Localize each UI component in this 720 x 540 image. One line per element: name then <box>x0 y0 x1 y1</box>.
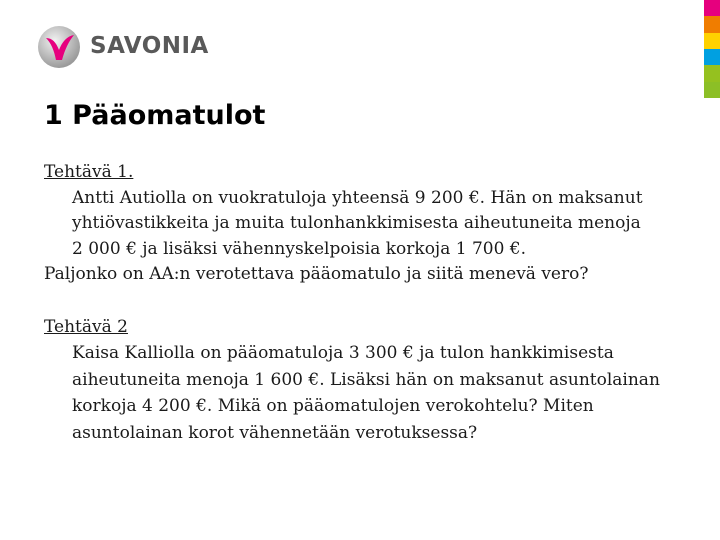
task-1-line-3: 2 000 € ja lisäksi vähennyskelpoisia korkoja 1 700 €. <box>72 238 527 259</box>
slide-content <box>44 160 694 446</box>
stripe-magenta <box>704 0 720 16</box>
spacer <box>44 288 694 314</box>
stripe-orange <box>704 16 720 32</box>
stripe-blue <box>704 49 720 65</box>
task-1-question: Paljonko on AA:n verotettava pääomatulo ja siitä menevä vero? <box>44 264 589 284</box>
savonia-logo-icon <box>36 24 82 70</box>
task-1-line-1: Antti Autiolla on vuokratuloja yhteensä 9 200 €. Hän on maksanut <box>72 187 643 208</box>
task-2-line-4: asuntolainan korot vähennetään verotuksessa? <box>72 422 478 443</box>
task-1-line-2: yhtiövastikkeita ja muita tulonhankkimisesta aiheutuneita menoja <box>72 213 641 233</box>
task-2-line-1: Kaisa Kalliolla on pääomatuloja 3 300 € ja tulon hankkimisesta <box>72 343 614 363</box>
stripe-yellow <box>704 33 720 49</box>
stripe-green <box>704 65 720 81</box>
task-1 <box>44 160 694 288</box>
task-2-heading: Tehtävä 2 <box>44 316 128 337</box>
task-2-line-3: korkoja 4 200 €. Mikä on pääomatulojen verokohtelu? Miten <box>72 396 594 416</box>
slide-title: 1 Pääomatulot <box>44 100 266 131</box>
task-2-line-2: aiheutuneita menoja 1 600 €. Lisäksi hän on maksanut asuntolainan <box>72 369 660 390</box>
savonia-logo <box>36 24 209 70</box>
color-stripes <box>704 0 720 98</box>
task-2 <box>44 314 694 447</box>
task-1-heading: Tehtävä 1. <box>44 162 134 182</box>
stripe-light-green <box>704 82 720 98</box>
brand-name: SAVONIA <box>90 33 209 59</box>
